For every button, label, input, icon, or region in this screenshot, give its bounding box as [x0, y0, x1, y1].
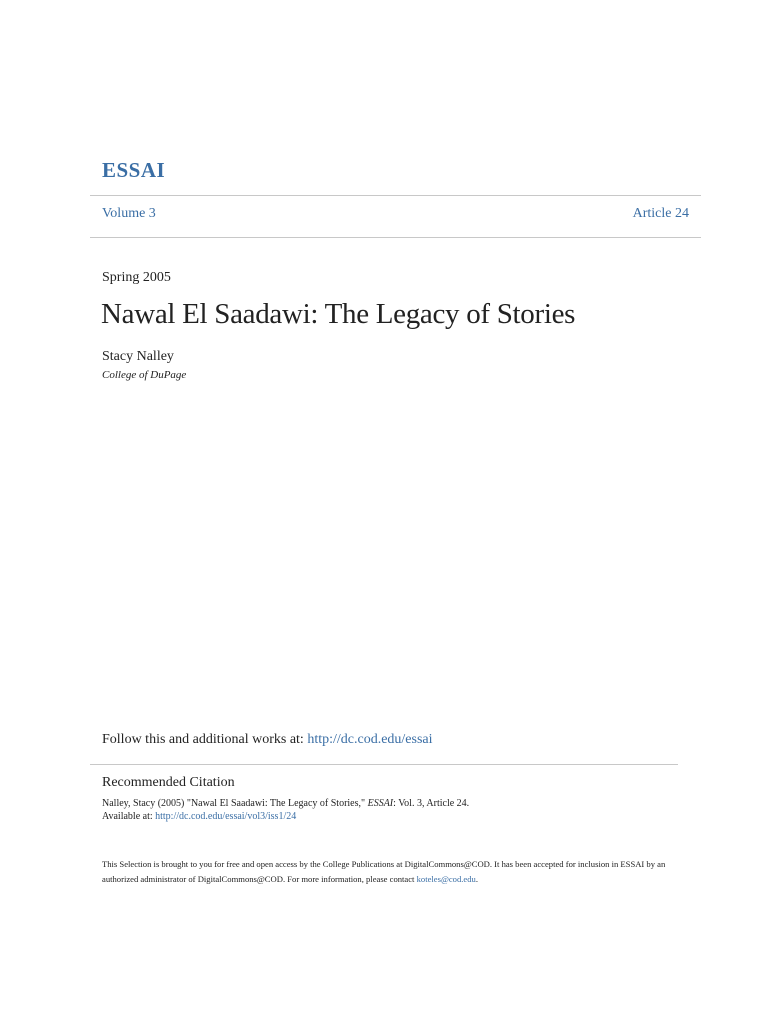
- follow-url-link[interactable]: http://dc.cod.edu/essai: [307, 732, 433, 747]
- citation-divider: [90, 764, 678, 765]
- citation-availability-line: [102, 810, 469, 823]
- article-link[interactable]: Article 24: [632, 206, 689, 221]
- citation-line: [102, 797, 469, 810]
- recommended-citation-heading: Recommended Citation: [102, 775, 235, 790]
- header-top-divider: [90, 195, 701, 196]
- access-notice-end: .: [475, 874, 478, 884]
- citation-url-link[interactable]: http://dc.cod.edu/essai/vol3/iss1/24: [155, 811, 297, 822]
- follow-line: [102, 732, 433, 748]
- citation-volume-text: : Vol. 3, Article 24.: [393, 798, 470, 809]
- author-affiliation: College of DuPage: [102, 369, 187, 381]
- available-at-label: Available at:: [102, 811, 156, 822]
- access-notice: [102, 857, 672, 887]
- citation-journal: ESSAI: [367, 798, 394, 809]
- access-notice-text: This Selection is brought to you for free and open access by the College Publications at DigitalCommons@COD. It has been accepted for inclusion in ESSAI by an authorized administrator of DigitalCommons@COD. For more information, please contact: [102, 859, 666, 884]
- header-bottom-divider: [90, 237, 701, 238]
- author-name: Stacy Nalley: [102, 349, 174, 364]
- follow-label: Follow this and additional works at:: [102, 732, 308, 747]
- publication-date: Spring 2005: [102, 270, 171, 285]
- journal-link[interactable]: ESSAI: [102, 158, 166, 182]
- citation-block: [102, 797, 469, 823]
- citation-text: Nalley, Stacy (2005) "Nawal El Saadawi: The Legacy of Stories,": [102, 798, 368, 809]
- volume-link[interactable]: Volume 3: [102, 206, 156, 221]
- contact-email-link[interactable]: koteles@cod.edu: [416, 874, 476, 884]
- article-title: Nawal El Saadawi: The Legacy of Stories: [101, 298, 576, 330]
